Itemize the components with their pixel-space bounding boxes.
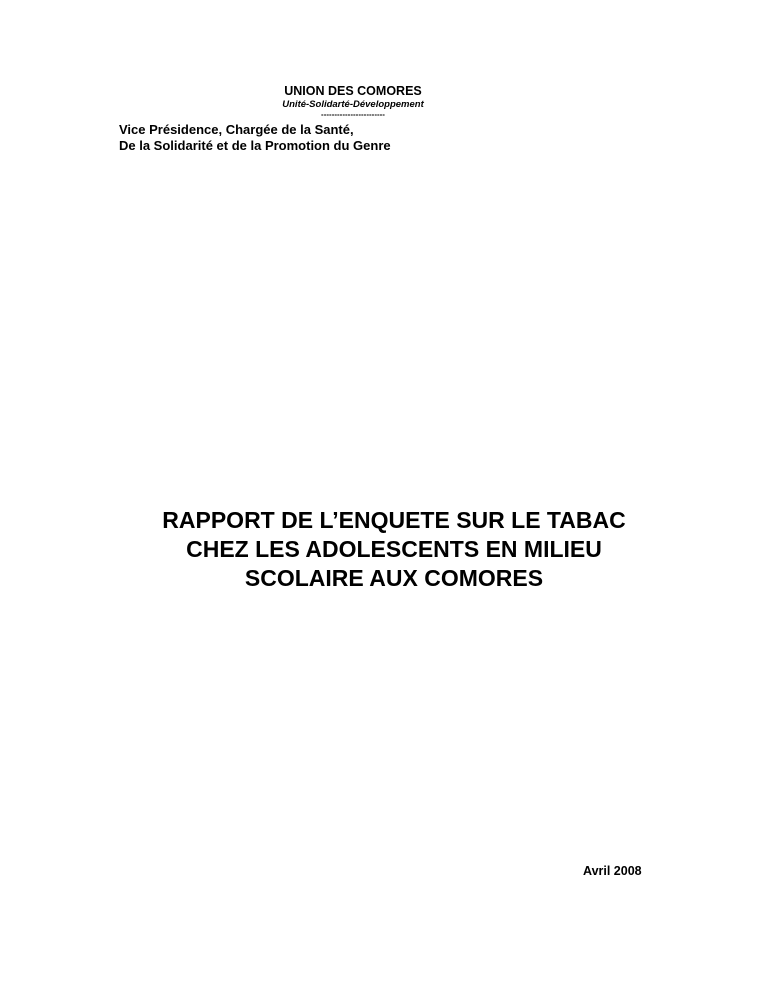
header-divider: ------------------------ [321,110,385,119]
ministry-line-2: De la Solidarité et de la Promotion du Genre [119,138,391,153]
ministry-name [119,122,391,154]
country-name: UNION DES COMORES [284,84,422,98]
report-title [0,506,768,593]
report-title-line-1: RAPPORT DE L’ENQUETE SUR LE TABAC [162,507,626,533]
report-title-line-3: SCOLAIRE AUX COMORES [244,565,544,591]
report-title-line-2: CHEZ LES ADOLESCENTS EN MILIEU [186,536,602,562]
ministry-line-1: Vice Présidence, Chargée de la Santé, [119,122,354,137]
national-motto: Unité-Solidarté-Développement [282,99,424,110]
letterhead [0,83,706,119]
report-date: Avril 2008 [583,864,642,878]
